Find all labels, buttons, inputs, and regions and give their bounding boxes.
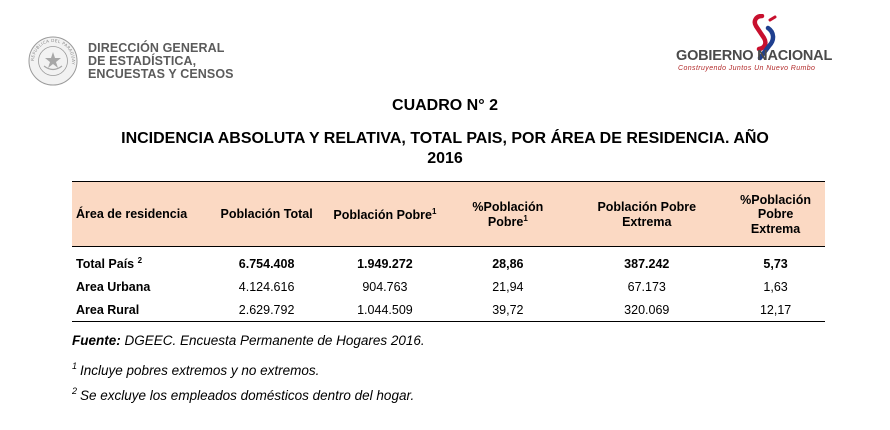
pobre-cell: 1.949.272 <box>357 256 413 271</box>
svg-text:REPUBLICA DEL PARAGUAY: REPUBLICA DEL PARAGUAY <box>29 37 77 66</box>
pct-pobre-cell: 39,72 <box>448 298 567 322</box>
data-table <box>72 181 825 322</box>
table-title <box>60 129 830 169</box>
total-cell: 6.754.408 <box>238 256 295 271</box>
column-header: Población Total <box>212 182 322 247</box>
table-row <box>72 247 825 276</box>
footnote-2 <box>72 380 425 405</box>
area-cell: Total País $^2$ <box>76 256 143 271</box>
national-seal-icon <box>28 36 78 86</box>
source-text: DGEEC. Encuesta Permanente de Hogares 2016. <box>120 333 425 348</box>
agency-name <box>88 42 234 81</box>
footnote-1 <box>72 355 425 380</box>
pct-extrema-cell: 12,17 <box>726 298 825 322</box>
agency-name-line: DE ESTADÍSTICA, <box>88 53 197 68</box>
total-cell: 2.629.792 <box>212 298 322 322</box>
pct-pobre-cell: 21,94 <box>492 279 524 294</box>
dgeec-logo <box>28 36 234 86</box>
table-row <box>72 298 825 322</box>
gobierno-nacional-logo <box>676 14 852 74</box>
extrema-cell: 387.242 <box>624 256 670 271</box>
table-number: CUADRO N° 2 <box>392 97 498 114</box>
gov-subtitle: Construyendo Juntos Un Nuevo Rumbo <box>678 65 816 72</box>
table-header-row <box>72 182 825 247</box>
table-notes <box>72 330 425 405</box>
extrema-cell: 320.069 <box>567 298 726 322</box>
footnote-text: Se excluye los empleados domésticos dentro del hogar. <box>80 388 415 403</box>
pct-pobre-cell: 28,86 <box>492 256 524 271</box>
agency-name-line: ENCUESTAS Y CENSOS <box>88 66 234 81</box>
source-label: Fuente: <box>72 333 121 348</box>
pobre-cell: 904.763 <box>362 279 408 294</box>
source-note <box>72 330 425 355</box>
total-cell: 4.124.616 <box>238 279 295 294</box>
page-header <box>0 0 890 95</box>
agency-name-line: DIRECCIÓN GENERAL <box>88 40 225 55</box>
footnote-text: Incluye pobres extremos y no extremos. <box>80 363 320 378</box>
footnote-mark: 1 <box>72 361 78 371</box>
pct-extrema-cell: 1,63 <box>763 279 788 294</box>
column-header: %Población Pobre Extrema <box>726 182 825 247</box>
table-title-line: INCIDENCIA ABSOLUTA Y RELATIVA, TOTAL PAIS, POR ÁREA DE RESIDENCIA. AÑO <box>121 130 769 147</box>
column-header: %Población Pobre$^1$ <box>448 182 567 247</box>
column-header: Población Pobre Extrema <box>567 182 726 247</box>
footnote-mark: 2 <box>72 386 78 396</box>
table-row <box>72 275 825 298</box>
gov-title: GOBIERNO NACIONAL <box>676 48 833 64</box>
area-cell: Area Rural <box>72 298 212 322</box>
column-header: Población Pobre$^1$ <box>322 182 449 247</box>
area-cell: Area Urbana <box>76 279 151 294</box>
extrema-cell: 67.173 <box>627 279 666 294</box>
pct-extrema-cell: 5,73 <box>763 256 788 271</box>
column-header: Área de residencia <box>72 182 212 247</box>
pobre-cell: 1.044.509 <box>322 298 449 322</box>
table-title-line: 2016 <box>427 150 463 167</box>
document-title <box>60 97 830 169</box>
